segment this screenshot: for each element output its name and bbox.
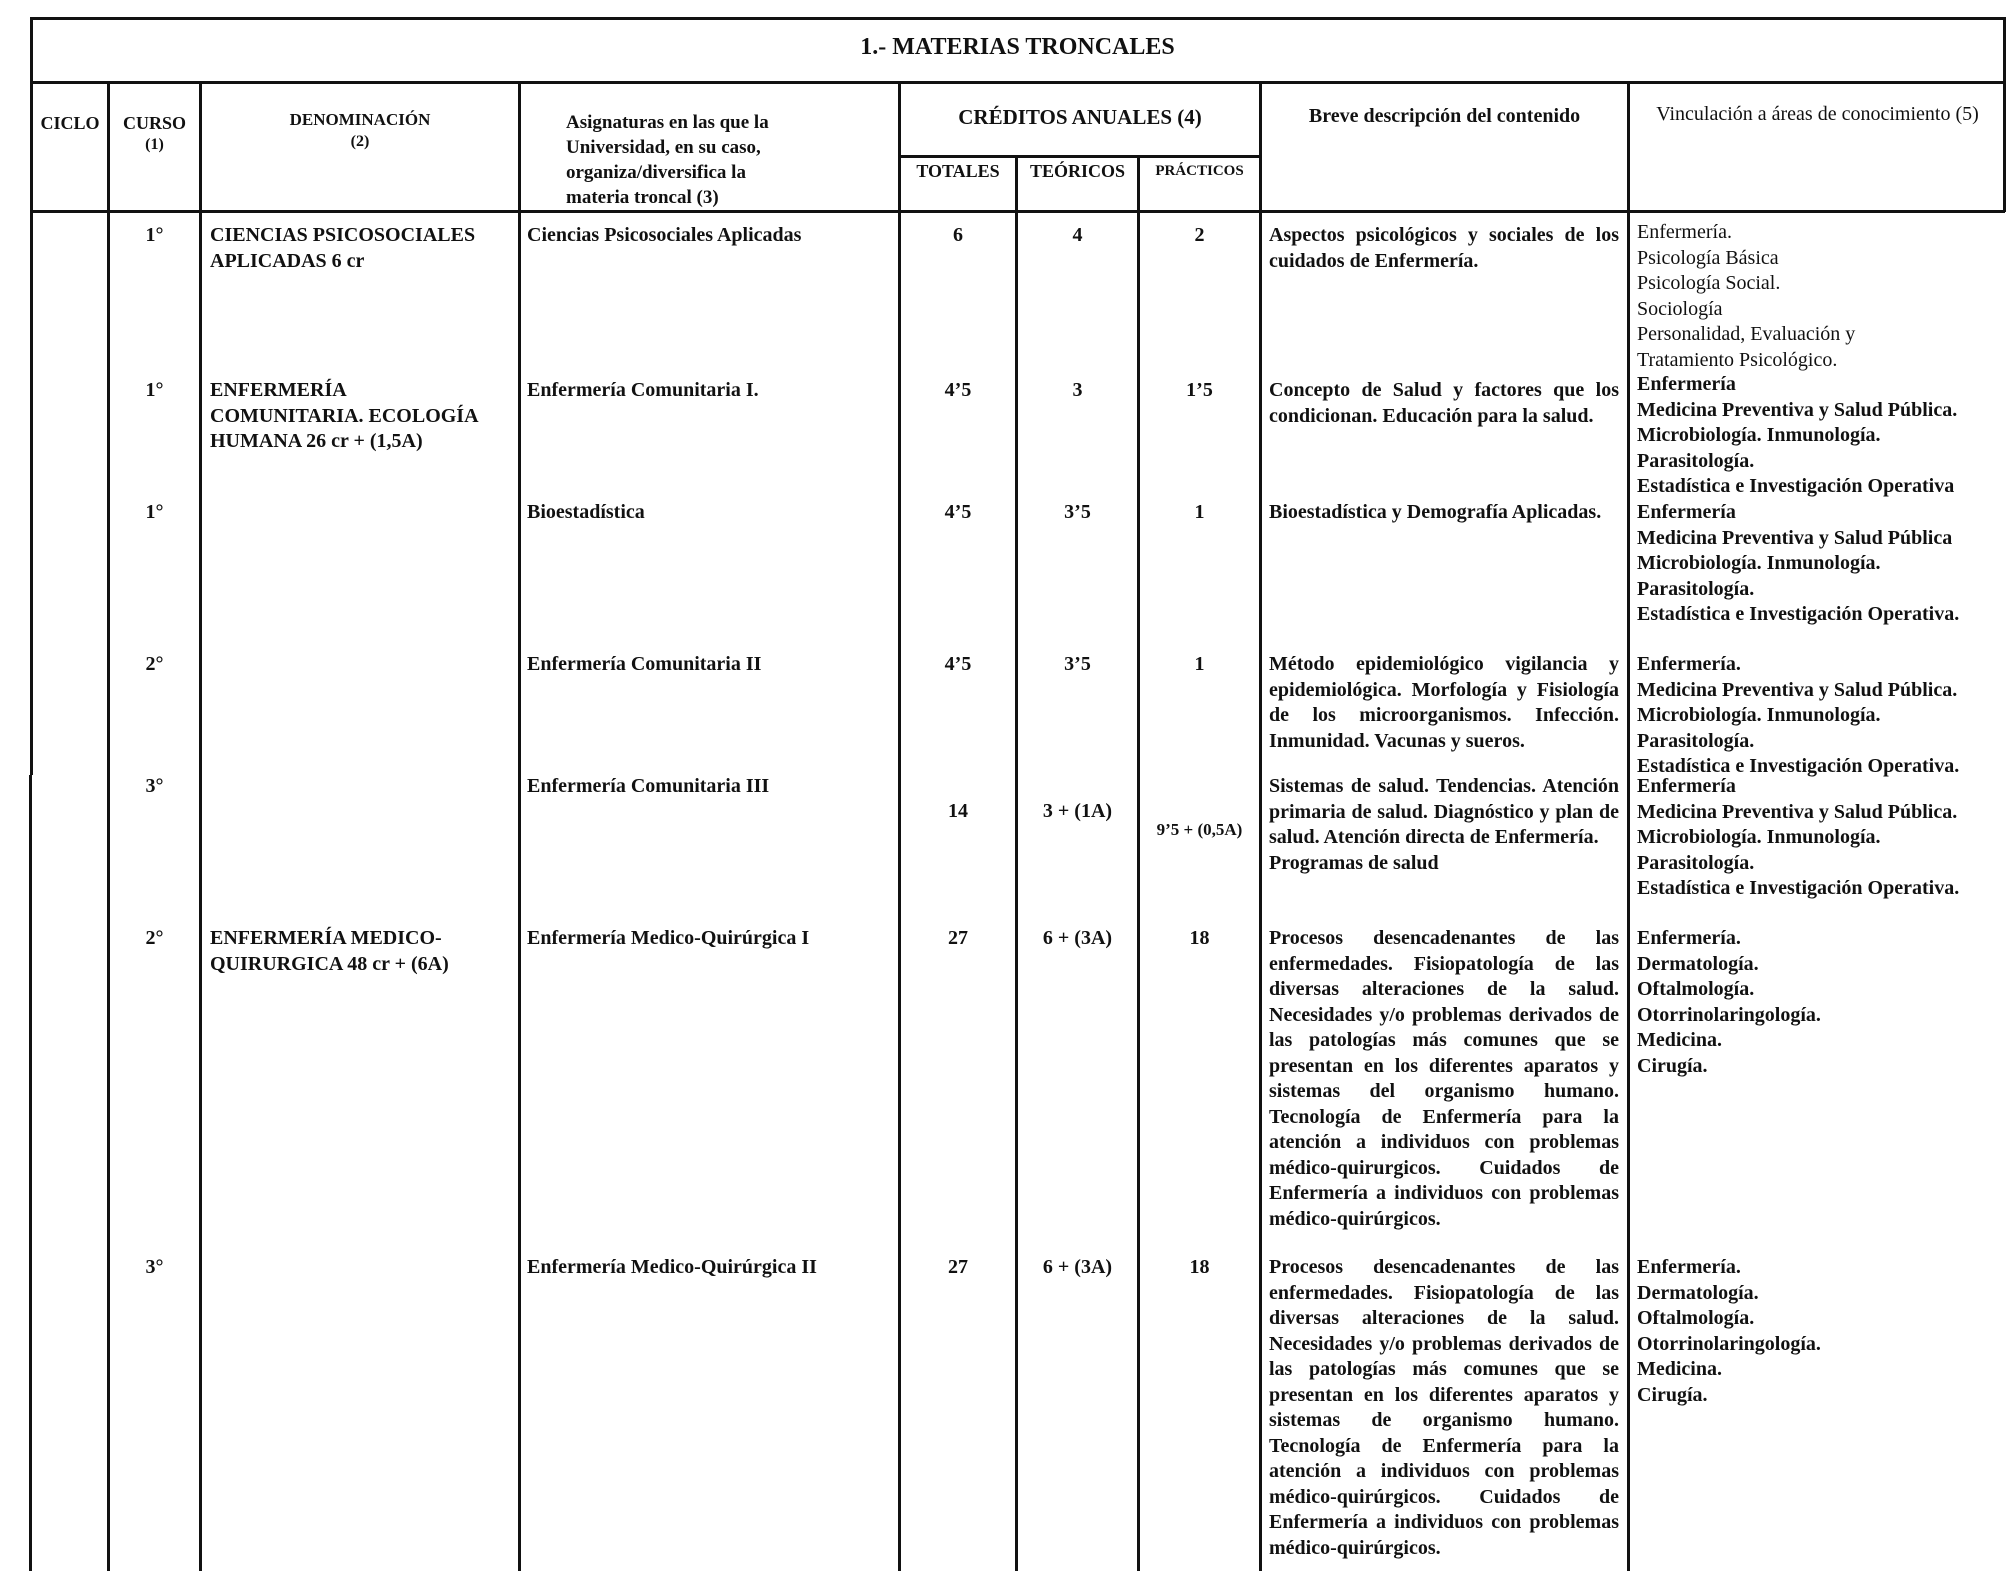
teoricos-cell: 6 + (3A) bbox=[1042, 1256, 1113, 1278]
col-sep-practicos bbox=[1259, 81, 1262, 1571]
practicos-cell: 2 bbox=[1194, 224, 1205, 246]
col-sep-teoricos bbox=[1137, 155, 1140, 1571]
denominacion-cell bbox=[210, 378, 515, 455]
practicos-cell: 1 bbox=[1194, 653, 1205, 675]
denominacion-line: COMUNITARIA. ECOLOGÍA bbox=[210, 404, 479, 427]
descripcion-cell: Bioestadística y Demografía Aplicadas. bbox=[1269, 501, 1602, 523]
area-item: Parasitología. bbox=[1637, 449, 1755, 472]
header-denominacion-note: (2) bbox=[350, 133, 370, 150]
area-item: Enfermería bbox=[1637, 775, 1736, 797]
descripcion-extra: Programas de salud bbox=[1269, 851, 1439, 874]
col-sep-ciclo bbox=[107, 81, 110, 1571]
area-item: Oftalmología. bbox=[1637, 978, 1755, 1000]
teoricos-cell: 6 + (3A) bbox=[1042, 927, 1113, 949]
descripcion-cell: Concepto de Salud y factores que los condicionan. Educación para la salud. bbox=[1269, 379, 1619, 427]
areas-cell bbox=[1637, 220, 2002, 373]
totales-cell: 27 bbox=[948, 1256, 968, 1278]
area-item: Psicología Básica bbox=[1637, 246, 1779, 269]
areas-cell bbox=[1637, 774, 2002, 902]
totales-cell: 4’5 bbox=[944, 379, 972, 401]
areas-cell bbox=[1637, 926, 2002, 1079]
denominacion-line: ENFERMERÍA MEDICO- bbox=[210, 927, 442, 949]
area-item: Enfermería. bbox=[1637, 927, 1741, 949]
header-teoricos: TEÓRICOS bbox=[1029, 161, 1126, 181]
col-sep-asignaturas bbox=[898, 81, 901, 1571]
col-sep-denominacion bbox=[518, 81, 521, 1571]
asignatura-cell: Enfermería Comunitaria II bbox=[527, 653, 762, 675]
area-item: Enfermería. bbox=[1637, 221, 1732, 243]
curso-cell: 2° bbox=[145, 927, 164, 949]
header-denominacion-label: DENOMINACIÓN bbox=[289, 110, 431, 129]
area-item: Cirugía. bbox=[1637, 1054, 1708, 1077]
header-denominacion bbox=[202, 109, 518, 153]
asignatura-cell: Enfermería Comunitaria III bbox=[527, 775, 770, 797]
area-item: Medicina Preventiva y Salud Pública. bbox=[1637, 678, 1958, 701]
practicos-cell: 1 bbox=[1194, 501, 1205, 523]
asignatura-cell: Enfermería Medico-Quirúrgica I bbox=[527, 927, 810, 949]
area-item: Dermatología. bbox=[1637, 952, 1759, 975]
header-curso-note: (1) bbox=[145, 136, 164, 153]
area-item: Microbiología. Inmunología. bbox=[1637, 826, 1881, 848]
teoricos-cell: 3’5 bbox=[1064, 653, 1091, 675]
area-item: Microbiología. Inmunología. bbox=[1637, 424, 1881, 446]
denominacion-line: HUMANA 26 cr + (1,5A) bbox=[210, 430, 423, 452]
area-item: Parasitología. bbox=[1637, 577, 1755, 600]
area-item: Dermatología. bbox=[1637, 1281, 1759, 1304]
practicos-cell: 18 bbox=[1189, 927, 1210, 949]
header-vinculacion: Vinculación a áreas de conocimiento (5) bbox=[1656, 103, 1979, 125]
descripcion-cell bbox=[1269, 774, 1619, 876]
asignatura-cell: Ciencias Psicosociales Aplicadas bbox=[527, 224, 802, 246]
denominacion-line: CIENCIAS PSICOSOCIALES bbox=[210, 224, 476, 246]
header-asignaturas-line4: materia troncal (3) bbox=[566, 187, 719, 208]
areas-cell bbox=[1637, 1255, 2002, 1408]
area-item: Enfermería. bbox=[1637, 1256, 1741, 1278]
header-asignaturas-line1: Asignaturas en las que la bbox=[566, 112, 769, 133]
denominacion-line: APLICADAS 6 cr bbox=[210, 249, 365, 272]
header-asignaturas-line3: organiza/diversifica la bbox=[566, 162, 746, 183]
areas-cell bbox=[1637, 372, 2002, 500]
practicos-cell: 1’5 bbox=[1186, 379, 1213, 401]
area-item: Enfermería. bbox=[1637, 653, 1741, 675]
col-sep-descripcion bbox=[1627, 81, 1630, 1571]
asignatura-cell: Bioestadística bbox=[527, 501, 645, 523]
creditos-separator bbox=[898, 155, 1261, 158]
header-ciclo: CICLO bbox=[40, 113, 100, 133]
area-item: Tratamiento Psicológico. bbox=[1637, 348, 1838, 371]
header-creditos: CRÉDITOS ANUALES (4) bbox=[958, 105, 1202, 129]
totales-cell: 27 bbox=[948, 927, 968, 949]
descripcion-text: Sistemas de salud. Tendencias. Atención primaria de salud. Diagnóstico y plan de salud. Atención directa de Enfermería. bbox=[1269, 775, 1619, 848]
asignatura-cell: Enfermería Medico-Quirúrgica II bbox=[527, 1256, 817, 1278]
curso-cell: 2° bbox=[145, 653, 164, 675]
teoricos-cell: 3’5 bbox=[1064, 501, 1091, 523]
area-item: Estadística e Investigación Operativa. bbox=[1637, 603, 1960, 625]
denominacion-line: ENFERMERÍA bbox=[210, 379, 347, 401]
areas-cell bbox=[1637, 500, 2002, 628]
area-item: Oftalmología. bbox=[1637, 1307, 1755, 1329]
descripcion-cell: Procesos desencadenantes de las enfermedades. Fisiopatología de las diversas alteraciones de la salud. Necesidades y/o problemas derivados de las patologías más comunes que se presentan en los diferentes aparatos y sistemas de organismo humano. Tecnología de Enfermería para la atención a individuos con problemas médico-quirúrgicos. Cuidados de Enfermería a individuos con problemas médico-quirúrgicos. bbox=[1269, 1256, 1619, 1559]
title-separator bbox=[30, 81, 2005, 84]
header-curso bbox=[110, 112, 199, 156]
area-item: Medicina. bbox=[1637, 1029, 1722, 1051]
curso-cell: 1° bbox=[145, 224, 164, 246]
area-item: Parasitología. bbox=[1637, 851, 1755, 874]
header-curso-label: CURSO bbox=[122, 113, 186, 133]
area-item: Medicina Preventiva y Salud Pública. bbox=[1637, 398, 1958, 421]
area-item: Microbiología. Inmunología. bbox=[1637, 704, 1881, 726]
header-totales: TOTALES bbox=[916, 161, 1000, 181]
denominacion-cell bbox=[210, 223, 515, 274]
area-item: Medicina Preventiva y Salud Pública. bbox=[1637, 800, 1958, 823]
table-top-border bbox=[30, 17, 2005, 20]
curso-cell: 1° bbox=[145, 379, 164, 401]
table-left-border-lower bbox=[29, 775, 32, 1571]
table-title: 1.- MATERIAS TRONCALES bbox=[860, 34, 1175, 60]
descripcion-cell: Procesos desencadenantes de las enfermedades. Fisiopatología de las diversas alteraciones de la salud. Necesidades y/o problemas derivados de las patologías más comunes que se presentan en los diferentes aparatos y sistemas del organismo humano. Tecnología de Enfermería para la atención a individuos con problemas médico-quirurgicos. Cuidados de Enfermería a individuos con problemas médico-quirúrgicos. bbox=[1269, 927, 1619, 1230]
curso-cell: 3° bbox=[145, 775, 164, 797]
asignatura-cell: Enfermería Comunitaria I. bbox=[527, 379, 759, 401]
descripcion-cell: Método epidemiológico vigilancia y epidemiológica. Morfología y Fisiología de los microorganismos. Infección. Inmunidad. Vacunas y sueros. bbox=[1269, 653, 1619, 752]
area-item: Parasitología. bbox=[1637, 729, 1755, 752]
area-item: Estadística e Investigación Operativa bbox=[1637, 475, 1955, 497]
curso-cell: 3° bbox=[145, 1256, 164, 1278]
descripcion-cell: Aspectos psicológicos y sociales de los cuidados de Enfermería. bbox=[1269, 224, 1619, 272]
area-item: Sociología bbox=[1637, 297, 1723, 320]
teoricos-cell: 3 + (1A) bbox=[1042, 800, 1113, 822]
teoricos-cell: 4 bbox=[1072, 224, 1083, 246]
col-sep-curso bbox=[199, 81, 202, 1571]
practicos-cell: 9’5 + (0,5A) bbox=[1156, 820, 1243, 839]
area-item: Microbiología. Inmunología. bbox=[1637, 552, 1881, 574]
area-item: Estadística e Investigación Operativa. bbox=[1637, 755, 1960, 777]
totales-cell: 14 bbox=[948, 800, 968, 822]
header-asignaturas-line2: Universidad, en su caso, bbox=[566, 137, 761, 158]
col-sep-totales bbox=[1015, 155, 1018, 1571]
header-practicos: PRÁCTICOS bbox=[1155, 163, 1244, 179]
header-asignaturas bbox=[566, 110, 886, 210]
practicos-cell: 18 bbox=[1189, 1256, 1210, 1278]
area-item: Cirugía. bbox=[1637, 1383, 1708, 1406]
area-item: Estadística e Investigación Operativa. bbox=[1637, 877, 1960, 899]
area-item: Enfermería bbox=[1637, 501, 1736, 523]
area-item: Enfermería bbox=[1637, 373, 1736, 395]
area-item: Psicología Social. bbox=[1637, 272, 1781, 294]
denominacion-line: QUIRURGICA 48 cr + (6A) bbox=[210, 952, 449, 975]
areas-cell bbox=[1637, 652, 2002, 780]
totales-cell: 4’5 bbox=[944, 653, 972, 675]
area-item: Medicina Preventiva y Salud Pública bbox=[1637, 526, 1953, 549]
header-descripcion: Breve descripción del contenido bbox=[1308, 105, 1581, 127]
teoricos-cell: 3 bbox=[1072, 379, 1083, 401]
area-item: Otorrinolaringología. bbox=[1637, 1003, 1821, 1026]
denominacion-cell bbox=[210, 926, 515, 977]
totales-cell: 4’5 bbox=[944, 501, 972, 523]
totales-cell: 6 bbox=[953, 224, 963, 246]
curso-cell: 1° bbox=[145, 501, 164, 523]
area-item: Medicina. bbox=[1637, 1358, 1722, 1380]
area-item: Personalidad, Evaluación y bbox=[1637, 323, 1856, 345]
area-item: Otorrinolaringología. bbox=[1637, 1332, 1821, 1355]
